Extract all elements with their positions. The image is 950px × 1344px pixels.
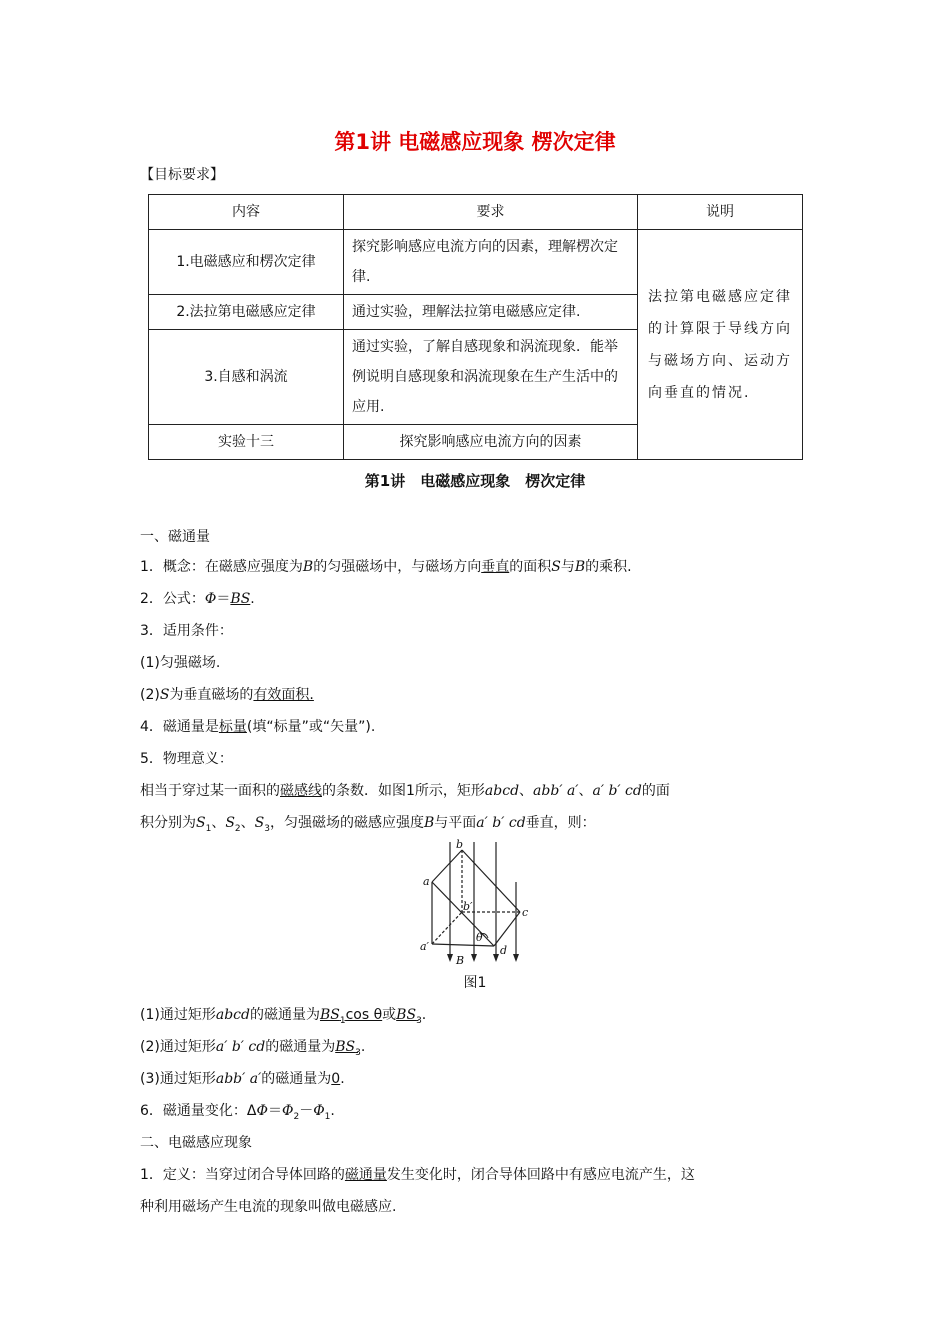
row4-content: 实验十三	[149, 425, 344, 460]
row1-content: 1.电磁感应和楞次定律	[149, 230, 344, 295]
header-content: 内容	[149, 195, 344, 230]
note-cell: 法拉第电磁感应定律的计算限于导线方向与磁场方向、运动方向垂直的情况.	[638, 230, 803, 460]
heading-em-induction: 二、电磁感应现象	[140, 1135, 252, 1151]
answer-3: (3)通过矩形abb′ a′的磁通量为0.	[140, 1071, 345, 1087]
formula-line: 2．公式：Φ＝BS.	[140, 591, 255, 607]
page-title: 第1讲 电磁感应现象 楞次定律	[334, 130, 616, 154]
scalar-line: 4．磁通量是标量(填“标量”或“矢量”).	[140, 719, 376, 735]
label-a-prime: a′	[420, 940, 430, 953]
row3-content: 3.自感和涡流	[149, 330, 344, 425]
row1-requirement: 探究影响感应电流方向的因素，理解楞次定律.	[344, 230, 638, 295]
edge-a-prime-d	[432, 944, 494, 946]
concept-line: 1．概念：在磁感应强度为B的匀强磁场中，与磁场方向垂直的面积S与B的乘积.	[140, 559, 632, 575]
field-arrow	[471, 954, 477, 962]
answer-2: (2)通过矩形a′ b′ cd的磁通量为$BS_3$.	[140, 1039, 366, 1058]
label-c: c	[522, 906, 529, 919]
requirements-table	[148, 194, 803, 460]
field-arrow	[447, 954, 453, 962]
row2-content: 2.法拉第电磁感应定律	[149, 295, 344, 330]
meaning-line-2: 积分别为$S_1$、$S_2$、$S_3$，匀强磁场的磁感应强度B与平面a′ b′ cd垂直，则：	[140, 815, 596, 834]
table-header-row	[149, 195, 803, 230]
meaning-heading: 5．物理意义：	[140, 751, 233, 767]
edge-ab	[432, 850, 462, 882]
definition-line-2: 种利用磁场产生电流的现象叫做电磁感应.	[140, 1199, 397, 1215]
label-theta: θ	[476, 931, 483, 944]
table-row	[149, 230, 803, 295]
field-arrow	[493, 954, 499, 962]
condition-2: (2)S为垂直磁场的有效面积.	[140, 687, 314, 703]
label-d: d	[500, 944, 508, 957]
header-requirement: 要求	[344, 195, 638, 230]
figure-caption: 图1	[463, 975, 487, 991]
meaning-line-1: 相当于穿过某一面积的磁感线的条数．如图1所示，矩形abcd、abb′ a′、a′ b′ cd的面	[140, 783, 670, 799]
field-arrow	[513, 954, 519, 962]
edge-ad	[432, 882, 494, 946]
label-a: a	[423, 875, 430, 888]
flux-change-line: 6．磁通量变化：$\Delta\Phi=\Phi_2-\Phi_1$.	[140, 1103, 335, 1122]
goal-label: 【目标要求】	[140, 167, 224, 183]
label-b: b	[456, 838, 464, 851]
definition-line-1: 1．定义：当穿过闭合导体回路的磁通量发生变化时，闭合导体回路中有感应电流产生，这	[140, 1167, 695, 1183]
edge-a-prime-b-prime	[432, 912, 462, 944]
row3-requirement: 通过实验，了解自感现象和涡流现象．能举例说明自感现象和涡流现象在生产生活中的应用.	[344, 330, 638, 425]
section-subtitle: 第1讲 电磁感应现象 楞次定律	[364, 472, 586, 490]
label-b-prime: b′	[463, 900, 473, 913]
row2-requirement: 通过实验，理解法拉第电磁感应定律.	[344, 295, 638, 330]
header-note: 说明	[638, 195, 803, 230]
heading-magnetic-flux: 一、磁通量	[140, 529, 210, 545]
row4-requirement: 探究影响感应电流方向的因素	[344, 425, 638, 460]
flux-figure	[410, 838, 540, 968]
condition-heading: 3．适用条件：	[140, 623, 233, 639]
condition-1: (1)匀强磁场.	[140, 655, 221, 671]
label-B: B	[456, 954, 465, 967]
answer-1: (1)通过矩形abcd的磁通量为$BS_1\cos$ θ或$BS_3$.	[140, 1007, 427, 1026]
